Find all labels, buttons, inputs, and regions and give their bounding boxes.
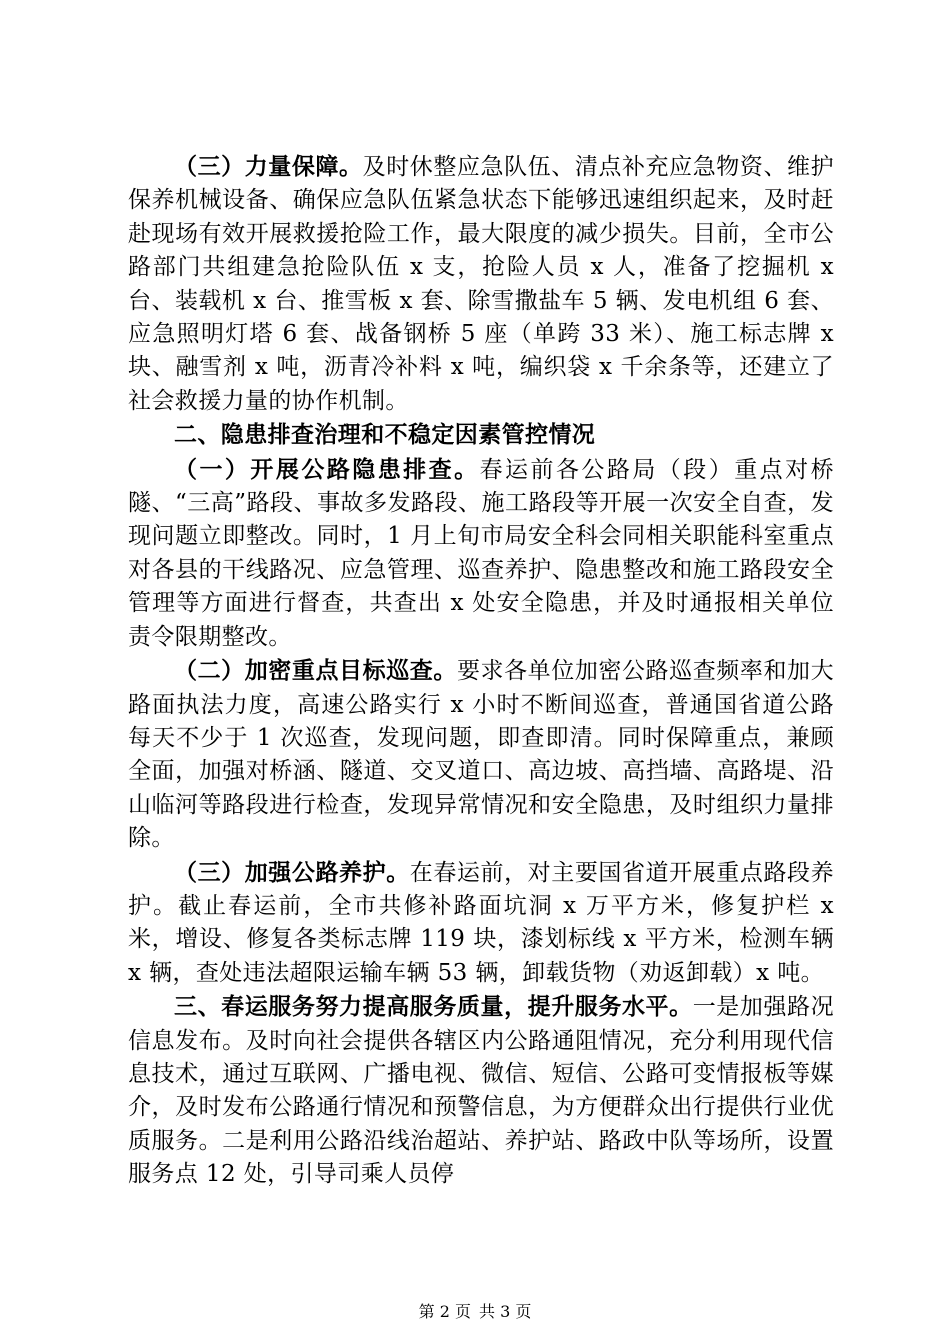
paragraph-lead: （一）开展公路隐患排查。 [174, 455, 480, 483]
paragraph-text: 及时休整应急队伍、清点补充应急物资、维护保养机械设备、确保应急队伍紧急状态下能够迅速组织起来，及时赶赴现场有效开展救援抢险工作，最大限度的减少损失。目前，全市公路部门共组建急抢险队伍 x 支，抢险人员 x 人，准备了挖掘机 x 台、装载机 x 台、推雪板 x 套、除雪撒盐车 5 辆、发电机组 6 套、应急照明灯塔 6 套、战备钢桥 5 座（单跨 33 米）、施工标志牌 x 块、融雪剂 x 吨，沥青冷补料 x 吨，编织袋 x 千余条等，还建立了社会救援力量的协作机制。 [128, 154, 835, 414]
paragraph-force-guarantee [128, 150, 834, 418]
paragraph-text: 要求各单位加密公路巡查频率和加大路面执法力度，高速公路实行 x 小时不断间巡查，普通国省道公路每天不少于 1 次巡查，发现问题，即查即清。同时保障重点，兼顾全面，加强对桥涵、隧道、交叉道口、高边坡、高挡墙、高路堤、沿山临河等路段进行检查，发现异常情况和安全隐患，及时组织力量排除。 [128, 658, 834, 852]
paragraph-text: 春运前各公路局（段）重点对桥隧、“三高”路段、事故多发路段、施工路段等开展一次安全自查，发现问题立即整改。同时，1 月上旬市局安全科会同相关职能科室重点对各县的干线路况、应急管理、巡查养护、隐患整改和施工路段安全管理等方面进行督查，共查出 x 处安全隐患，并及时通报相关单位责令限期整改。 [128, 456, 834, 650]
paragraph-road-hazard-check [128, 453, 834, 654]
paragraph-lead: （三）加强公路养护。 [174, 858, 410, 886]
paragraph-maintenance [128, 856, 834, 991]
paragraph-patrol [128, 654, 834, 855]
paragraph-lead: （二）加密重点目标巡查。 [174, 657, 457, 685]
paragraph-lead: （三）力量保障。 [174, 153, 363, 180]
page-number: 第 2 页 [418, 1302, 471, 1321]
section-heading-hazard-check [128, 418, 834, 452]
page-footer [0, 1302, 950, 1322]
page-total: 共 3 页 [479, 1302, 532, 1321]
document-body [128, 150, 834, 1192]
paragraph-service-quality [128, 990, 834, 1191]
paragraph-lead: 三、春运服务努力提高服务质量，提升服务水平。 [174, 993, 693, 1021]
section-heading-text: 二、隐患排查治理和不稳定因素管控情况 [174, 421, 596, 449]
paragraph-text: 在春运前，对主要国省道开展重点路段养护。截止春运前，全市共修补路面坑洞 x 万平方米，修复护栏 x 米，增设、修复各类标志牌 119 块，漆划标线 x 平方米，检测车辆 x 辆，查处违法超限运输车辆 53 辆，卸载货物（劝返卸载）x 吨。 [128, 859, 835, 986]
paragraph-text: 一是加强路况信息发布。及时向社会提供各辖区内公路通阻情况，充分利用现代信息技术，通过互联网、广播电视、微信、短信、公路可变情报板等媒介，及时发布公路通行情况和预警信息，为方便群众出行提供行业优质服务。二是利用公路沿线治超站、养护站、路政中队等场所，设置服务点 12 处，引导司乘人员停 [128, 994, 834, 1188]
